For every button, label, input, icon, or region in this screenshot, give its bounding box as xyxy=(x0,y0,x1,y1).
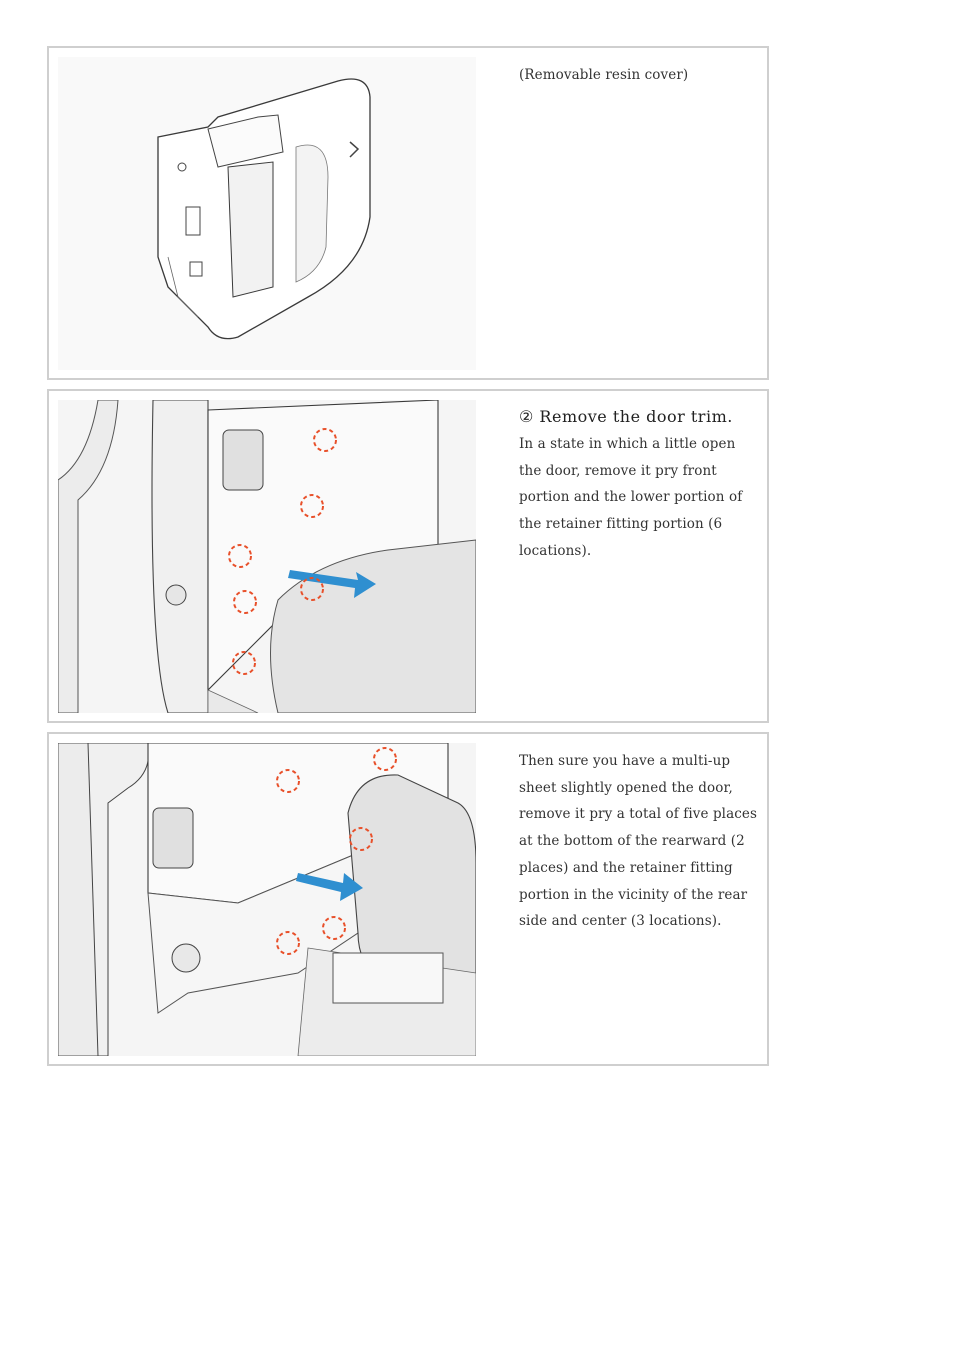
caption-removable-cover: (Removable resin cover) xyxy=(519,67,689,83)
resin-cover-sketch xyxy=(58,57,476,370)
step-description: In a state in which a little open the door, remove it pry front portion and the lower portion of the retainer fitting portion (6 locations). xyxy=(519,436,743,559)
door-trim-rear-illustration xyxy=(58,743,476,1056)
door-trim-front-illustration xyxy=(58,400,476,713)
resin-cover-illustration xyxy=(58,57,476,370)
step-rear-retainers xyxy=(519,748,759,935)
instruction-panel-2 xyxy=(47,389,769,723)
step-description: Then sure you have a multi-up sheet slightly opened the door, remove it pry a total of five places at the bottom of the rearward (2 places) and the retainer fitting portion in the vicinity of the rear side and center (3 locations). xyxy=(519,753,758,930)
door-trim-rear-sketch xyxy=(58,743,476,1056)
step-remove-door-trim xyxy=(519,405,759,565)
instruction-panel-3 xyxy=(47,732,769,1066)
step-heading: ② Remove the door trim. xyxy=(519,407,733,426)
door-trim-front-sketch xyxy=(58,400,476,713)
instruction-panel-1 xyxy=(47,46,769,380)
